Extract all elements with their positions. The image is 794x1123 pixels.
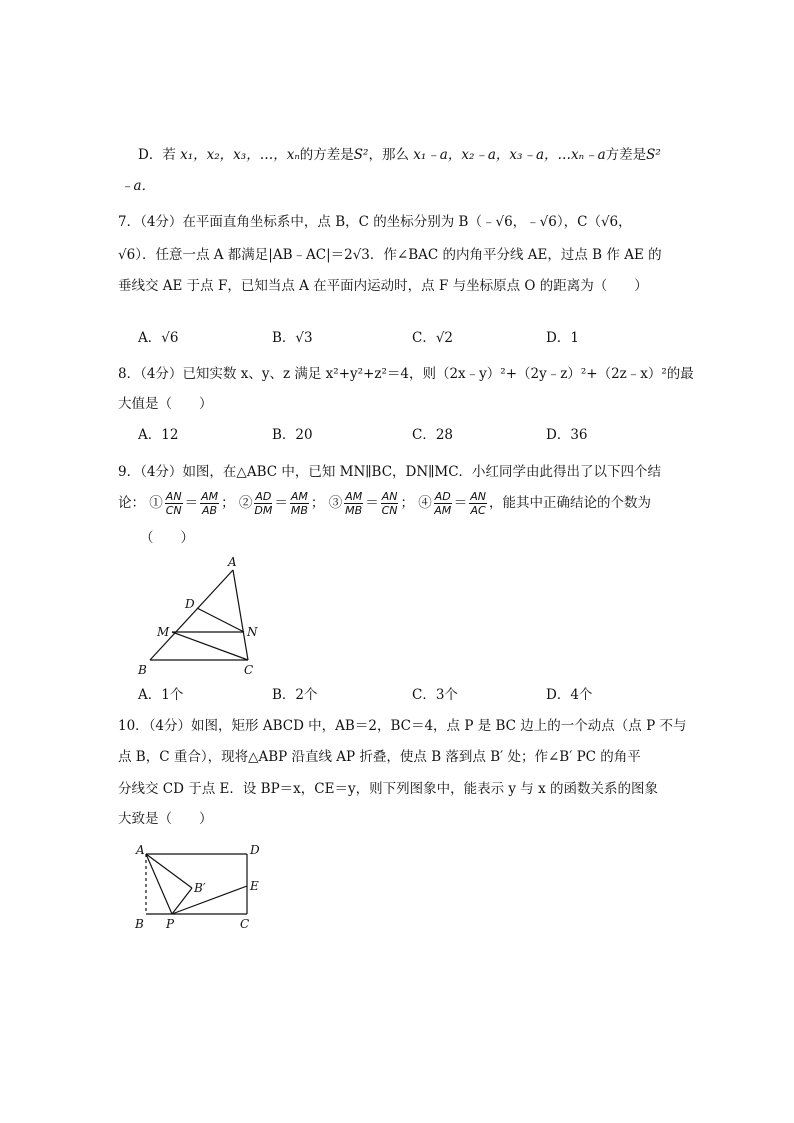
q10-rectangle-figure	[130, 838, 280, 934]
q7-option-b: B．√3	[272, 330, 313, 346]
q9-stem-line3: （ ）	[140, 530, 194, 546]
q10-label-e: E	[250, 879, 259, 893]
q7-option-a: A．√6	[138, 330, 179, 346]
q10-label-c: C	[240, 917, 250, 931]
q10-label-a: A	[136, 843, 145, 857]
q10-label-b-prime: B′	[194, 881, 206, 895]
q10-stem-line2: 点 B，C 重合），现将△ABP 沿直线 AP 折叠，使点 B 落到点 B′ 处；作∠B′ PC 的角平	[118, 749, 641, 765]
q8-option-c: C．28	[412, 427, 454, 443]
q7-stem-line2: √6）．任意一点 A 都满足|AB﹣AC|＝2√3．作∠BAC 的内角平分线 AE，过点 B 作 AE 的	[118, 247, 662, 263]
q7-stem-line3: 垂线交 AE 于点 F，已知当点 A 在平面内运动时，点 F 与坐标原点 O 的距离为（ ）	[118, 278, 648, 294]
q9-option-d: D．4个	[546, 687, 593, 703]
q9-stem-line1: 9．（4分）如图，在△ABC 中，已知 MN∥BC，DN∥MC．小红同学由此得出了以下四个结	[118, 464, 662, 480]
q9-triangle-figure	[130, 552, 280, 682]
q10-label-d: D	[250, 843, 260, 857]
q9-conclusions: 论： ① $\frac{AN}{CN}$ ＝ $\frac{AM}{AB}$ ； ② $\frac{AD}{DM}$ ＝ $\frac{AM}{MB}$ ； ③ $\frac{AM}{MB}$ ＝ $\frac{AN}{CN}$ ； ④ $\frac{AD}{AM}$ ＝ $\frac{AN}{AC}$ ，能其中正确结论的个数为	[118, 490, 652, 517]
q9-option-b: B．2个	[272, 687, 318, 703]
q9-label-a: A	[228, 555, 237, 569]
q8-option-b: B．20	[272, 427, 313, 443]
q8-stem-line1: 8．（4分）已知实数 x、y、z 满足 x²+y²+z²＝4，则（2x﹣y）²+（2y﹣z）²+（2z﹣x）²的最	[118, 366, 694, 382]
q9-label-d: D	[185, 597, 195, 611]
q9-option-c: C．3个	[412, 687, 458, 703]
q9-label-n: N	[247, 625, 258, 639]
q8-option-a: A．12	[138, 427, 179, 443]
q9-option-a: A．1个	[138, 687, 184, 703]
q8-stem-line2: 大值是（ ）	[118, 396, 213, 412]
q10-stem-line4: 大致是（ ）	[118, 811, 213, 827]
q6-option-d-line2: ﹣a．	[120, 178, 156, 194]
q10-stem-line3: 分线交 CD 于点 E．设 BP＝x，CE＝y，则下列图象中，能表示 y 与 x 的函数关系的图象	[118, 781, 659, 797]
q10-label-p: P	[166, 917, 175, 931]
q7-option-d: D．1	[546, 330, 579, 346]
q9-label-c: C	[244, 663, 254, 677]
q9-label-m: M	[157, 625, 170, 639]
q7-option-c: C．√2	[412, 330, 454, 346]
q10-label-b: B	[135, 917, 144, 931]
q6-option-d-line1: D．若 x₁，x₂，x₃，…，xₙ的方差是S²，那么 x₁﹣a，x₂﹣a，x₃﹣a，…xₙ﹣a方差是S²	[138, 147, 661, 163]
q10-stem-line1: 10．（4分）如图，矩形 ABCD 中，AB＝2，BC＝4，点 P 是 BC 边上的一个动点（点 P 不与	[118, 718, 687, 734]
q8-option-d: D．36	[546, 427, 588, 443]
q7-stem-line1: 7．（4分）在平面直角坐标系中，点 B，C 的坐标分别为 B（﹣√6，﹣√6），C（√6，	[118, 214, 632, 230]
q9-label-b: B	[138, 663, 147, 677]
